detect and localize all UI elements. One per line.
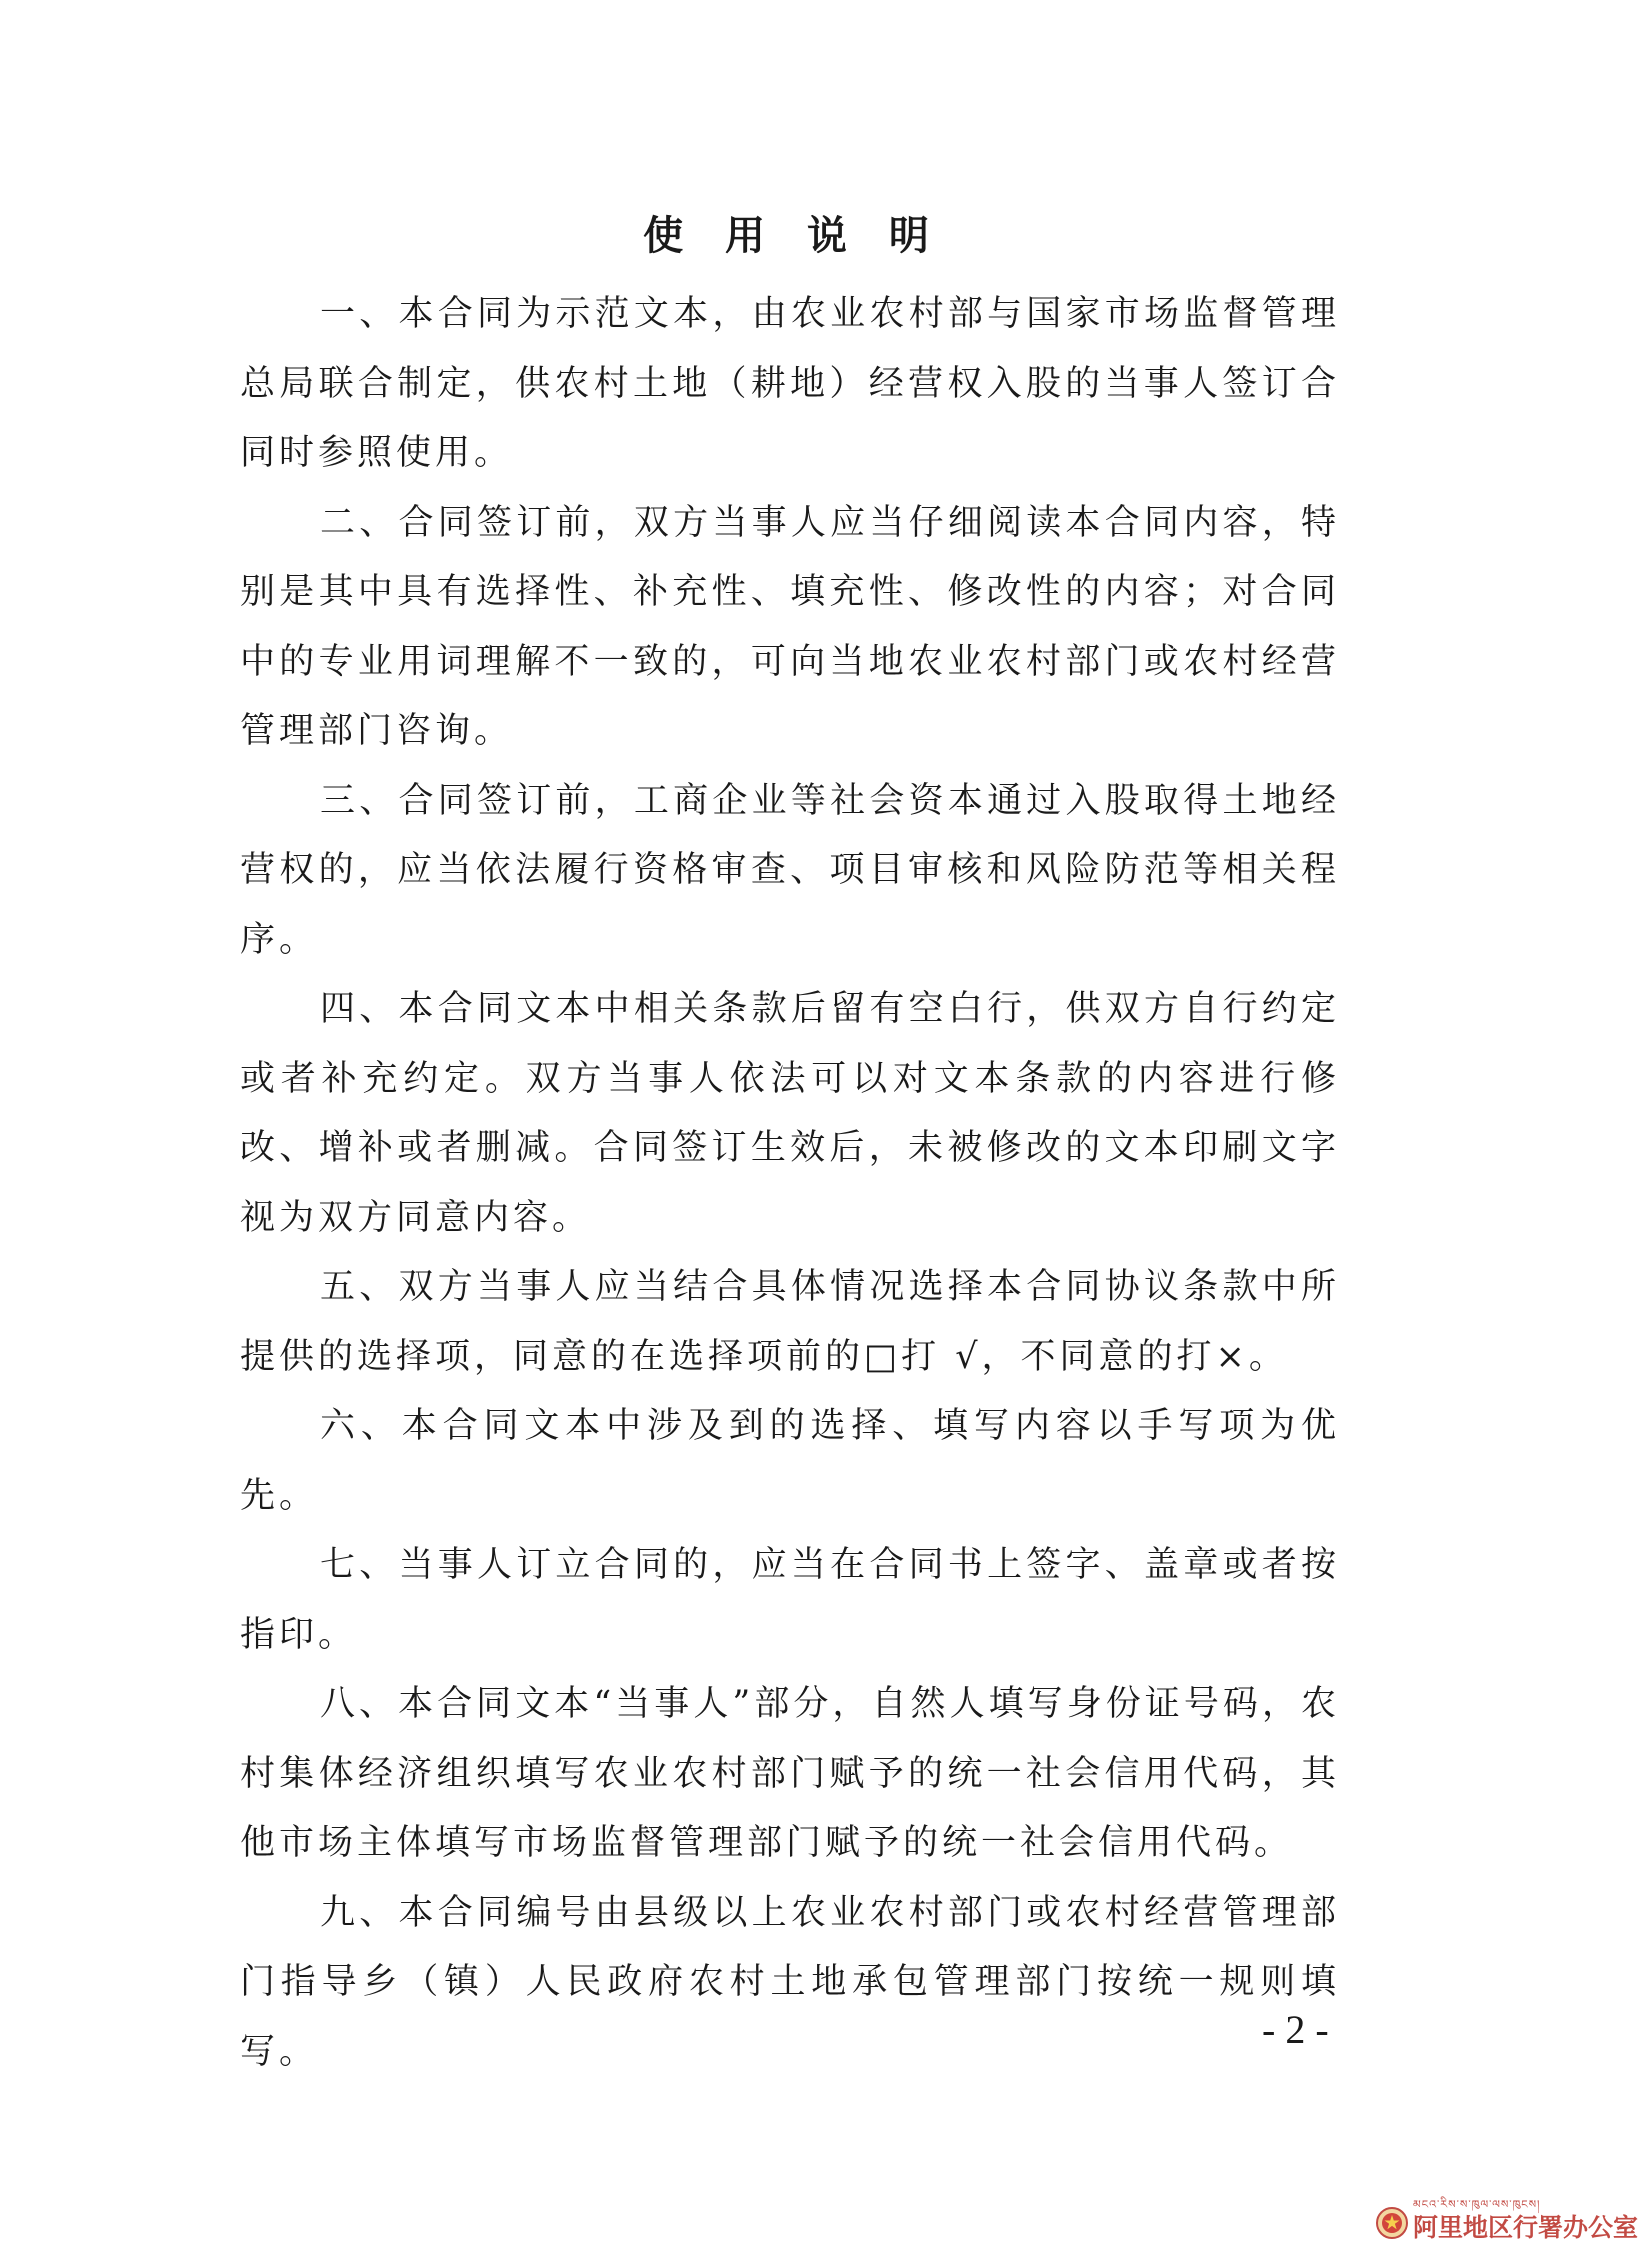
paragraph-7: 七、当事人订立合同的，应当在合同书上签字、盖章或者按指印。 — [240, 1545, 1340, 1655]
paragraph-8: 八、本合同文本“当事人”部分，自然人填写身份证号码，农村集体经济组织填写农业农村部门赋予的统一社会信用代码，其他市场主体填写市场监督管理部门赋予的统一社会信用代码。 — [240, 1684, 1340, 1863]
paragraph-5: 五、双方当事人应当结合具体情况选择本合同协议条款中所提供的选择项，同意的在选择项前的□打 √，不同意的打×。 — [240, 1267, 1340, 1377]
page-title: 使 用 说 明 — [643, 213, 943, 259]
source-watermark — [1373, 2186, 1638, 2245]
paragraph-9: 九、本合同编号由县级以上农业农村部门或农村经营管理部门指导乡（镇）人民政府农村土地承包管理部门按统一规则填写。 — [240, 1892, 1340, 2072]
paragraph-3: 三、合同签订前，工商企业等社会资本通过入股取得土地经营权的，应当依法履行资格审查、项目审核和风险防范等相关程序。 — [240, 780, 1340, 960]
paragraph-1: 一、本合同为示范文本，由农业农村部与国家市场监督管理总局联合制定，供农村土地（耕地）经营权入股的当事人签订合同时参照使用。 — [240, 294, 1340, 473]
page-number: - 2 - — [1262, 2007, 1329, 2052]
national-emblem-icon — [1375, 2206, 1409, 2240]
paragraph-4: 四、本合同文本中相关条款后留有空白行，供双方自行约定或者补充约定。双方当事人依法可以对文本条款的内容进行修改、增补或者删减。合同签订生效后，未被修改的文本印刷文字视为双方同意内容。 — [240, 989, 1340, 1238]
paragraph-2: 二、合同签订前，双方当事人应当仔细阅读本合同内容，特别是其中具有选择性、补充性、填充性、修改性的内容；对合同中的专业用词理解不一致的，可向当地农业农村部门或农村经营管理部门咨询。 — [240, 502, 1340, 751]
watermark-text: 阿里地区行署办公室 — [1413, 2213, 1638, 2242]
watermark-tibetan-line: མངའ་རིས་ས་ཁུལ་ལས་ཁུངས། — [1413, 2198, 1541, 2211]
document-body — [240, 280, 1340, 2087]
paragraph-6: 六、本合同文本中涉及到的选择、填写内容以手写项为优先。 — [240, 1406, 1340, 1516]
